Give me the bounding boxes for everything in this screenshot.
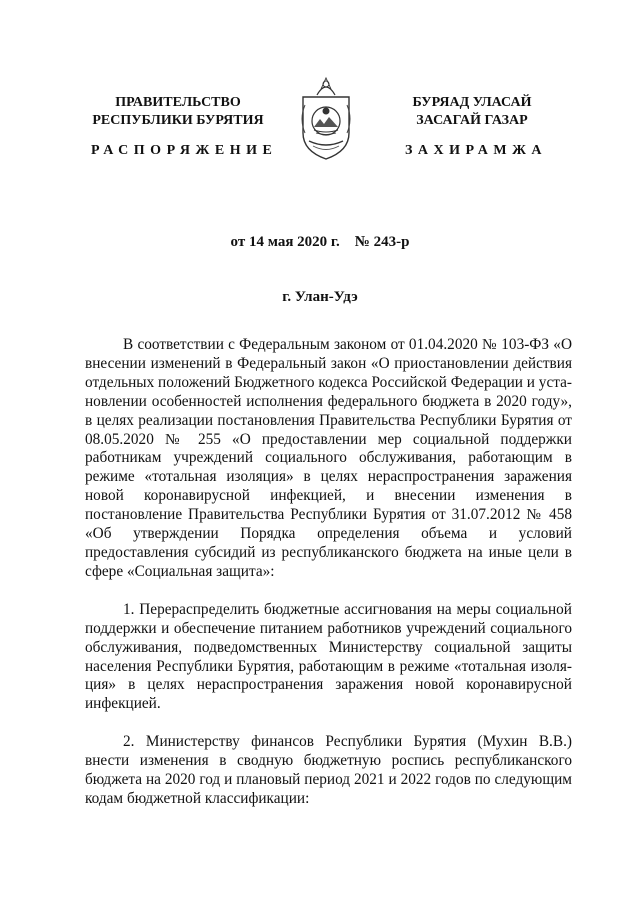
item-1-paragraph: 1. Перераспределить бюджетные ассигнования на меры социальной поддержки и обеспечение питанием работников учреждений социального обслуживания, подведомственных Министерству социальной защиты населения Республики Бурятия, работающим в режиме «тотальная изоляция» в целях нераспространения заражения новой коронавирусной инфекцией. bbox=[85, 600, 572, 713]
doc-type-buryat: ЗАХИРАМЖА bbox=[405, 143, 548, 158]
doc-type-russian: РАСПОРЯЖЕНИЕ bbox=[91, 143, 278, 158]
header-left-line2: РЕСПУБЛИКИ БУРЯТИЯ bbox=[92, 113, 264, 128]
header-left-line1: ПРАВИТЕЛЬСТВО bbox=[115, 95, 241, 110]
header-right-line1: БУРЯАД УЛАСАЙ bbox=[412, 95, 532, 110]
coat-of-arms-icon bbox=[295, 75, 357, 161]
document-body bbox=[85, 336, 572, 809]
city: г. Улан-Удэ bbox=[282, 289, 358, 305]
date-and-number: от 14 мая 2020 г. № 243-р bbox=[230, 234, 410, 250]
header-left bbox=[78, 94, 278, 130]
header-right-line2: ЗАСАГАЙ ГАЗАР bbox=[416, 113, 528, 128]
header-right bbox=[372, 94, 572, 130]
item-2-paragraph: 2. Министерству финансов Республики Бурятия (Мухин В.В.) внести изменения в сводную бюджетную роспись республиканского бюджета на 2020 год и плановый период 2021 и 2022 годов по следующим кодам бюджетной классификации: bbox=[85, 733, 572, 807]
preamble-paragraph: В соответствии с Федеральным законом от 01.04.2020 № 103-ФЗ «О внесении изменений в Федеральный закон «О приостановлении действия отдельных положений Бюджетного кодекса Российской Федерации и установлении особенностей исполнения федерального бюджета в 2020 году», в целях реализации постановления Правительства Республики Бурятия от 08.05.2020 № 255 «О предоставлении мер социальной поддержки работникам учреждений социального обслуживания, работающим в режиме «тотальная изоляция» в целях нераспространения заражения новой коронавирусной инфекцией, и внесении изменения в постановление Правительства Республики Бурятия от 31.07.2012 № 458 «Об утверждении Порядка определения объема и условий предоставления субсидий из республиканского бюджета на иные цели в сфере «Социальная защита»: bbox=[85, 336, 572, 580]
